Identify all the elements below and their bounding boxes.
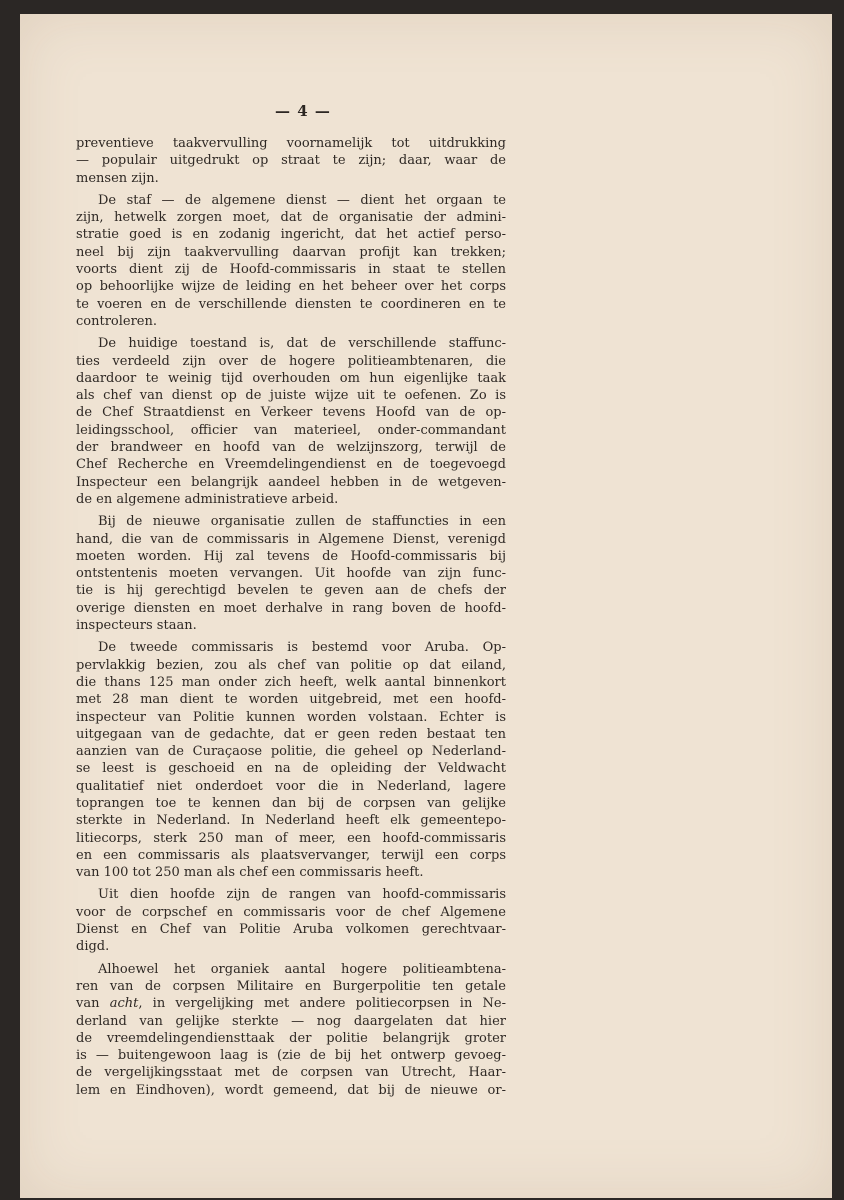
text-line: derland van gelijke sterkte — nog daargelaten dat hier [76, 1013, 506, 1029]
text-line: sterkte in Nederland. In Nederland heeft elk gemeentepo- [76, 813, 506, 829]
text-line: inspecteurs staan. [76, 618, 197, 634]
text-line: zijn, hetwelk zorgen moet, dat de organisatie der admini- [76, 210, 506, 226]
text-line: de vergelijkingsstaat met de corpsen van Utrecht, Haar- [76, 1065, 506, 1081]
text-line: — populair uitgedrukt op straat te zijn; daar, waar de [76, 153, 506, 169]
text-line: op behoorlijke wijze de leiding en het beheer over het corps [76, 279, 506, 295]
text-line: voor de corpschef en commissaris voor de chef Algemene [76, 904, 506, 920]
text-line: met 28 man dient te worden uitgebreid, met een hoofd- [76, 692, 506, 708]
paragraph [76, 335, 506, 508]
text-line: de vreemdelingendiensttaak der politie belangrijk groter [76, 1030, 506, 1046]
text-line: moeten worden. Hij zal tevens de Hoofd-commissaris bij [76, 548, 506, 564]
text-line: lem en Eindhoven), wordt gemeend, dat bij de nieuwe or- [76, 1082, 506, 1098]
text-line: de en algemene administratieve arbeid. [76, 491, 339, 507]
text-line: De huidige toestand is, dat de verschillende staffunc- [98, 336, 506, 352]
text-line: neel bij zijn taakvervulling daarvan profijt kan trekken; [76, 244, 506, 260]
text-line: tie is hij gerechtigd bevelen te geven aan de chefs der [76, 583, 506, 599]
text-line: stratie goed is en zodanig ingericht, dat het actief perso- [76, 227, 506, 243]
paragraph [76, 513, 506, 634]
text-line: aanzien van de Curaçaose politie, die geheel op Nederland- [76, 744, 506, 760]
text-line: Chef Recherche en Vreemdelingendienst en de toegevoegd [76, 457, 506, 473]
text-line: se leest is geschoeid en na de opleiding der Veldwacht [76, 761, 506, 777]
text-line: ties verdeeld zijn over de hogere politieambtenaren, die [76, 353, 506, 369]
text-line: van acht, in vergelijking met andere politiecorpsen in Ne- [76, 996, 506, 1012]
document-page [20, 14, 832, 1198]
text-line: ren van de corpsen Militaire en Burgerpolitie ten getale [76, 978, 506, 994]
paragraph [76, 961, 506, 1099]
paragraph [76, 135, 506, 187]
text-line: Alhoewel het organiek aantal hogere politieambtena- [98, 961, 506, 977]
text-line: Inspecteur een belangrijk aandeel hebben in de wetgeven- [76, 474, 506, 490]
text-line: overige diensten en moet derhalve in rang boven de hoofd- [76, 600, 506, 616]
body-text [76, 135, 506, 1099]
text-line: die thans 125 man onder zich heeft, welk aantal binnenkort [76, 674, 506, 690]
paragraph [76, 639, 506, 881]
text-line: als chef van dienst op de juiste wijze uit te oefenen. Zo is [76, 388, 506, 404]
text-line: Dienst en Chef van Politie Aruba volkomen gerechtvaar- [76, 922, 506, 938]
text-line: De tweede commissaris is bestemd voor Aruba. Op- [98, 640, 506, 656]
text-line: ontstentenis moeten vervangen. Uit hoofde van zijn func- [76, 566, 506, 582]
text-line: van 100 tot 250 man als chef een commissaris heeft. [76, 865, 424, 881]
paragraph [76, 886, 506, 955]
paragraph [76, 192, 506, 330]
text-line: uitgegaan van de gedachte, dat er geen reden bestaat ten [76, 726, 506, 742]
text-line: is — buitengewoon laag is (zie de bij het ontwerp gevoeg- [76, 1048, 506, 1064]
text-line: qualitatief niet onderdoet voor die in Nederland, lagere [76, 778, 506, 794]
text-line: daardoor te weinig tijd overhouden om hun eigenlijke taak [76, 370, 506, 386]
text-line: pervlakkig bezien, zou als chef van politie op dat eiland, [76, 657, 506, 673]
text-line: toprangen toe te kennen dan bij de corpsen van gelijke [76, 795, 506, 811]
text-line: De staf — de algemene dienst — dient het orgaan te [98, 192, 506, 208]
text-line: leidingsschool, officier van materieel, onder-commandant [76, 422, 506, 438]
text-line: Uit dien hoofde zijn de rangen van hoofd-commissaris [98, 887, 506, 903]
text-line: Bij de nieuwe organisatie zullen de staffuncties in een [98, 514, 506, 530]
text-line: te voeren en de verschillende diensten te coordineren en te [76, 296, 506, 312]
text-line: litiecorps, sterk 250 man of meer, een hoofd-commissaris [76, 830, 506, 846]
text-line: preventieve taakvervulling voornamelijk tot uitdrukking [76, 136, 506, 151]
text-line: hand, die van de commissaris in Algemene Dienst, verenigd [76, 531, 506, 547]
text-line: mensen zijn. [76, 170, 159, 186]
page-number: — 4 — [275, 102, 331, 120]
text-line: voorts dient zij de Hoofd-commissaris in staat te stellen [76, 262, 506, 278]
text-line: der brandweer en hoofd van de welzijnszorg, terwijl de [76, 440, 506, 456]
text-line: en een commissaris als plaatsvervanger, terwijl een corps [76, 847, 506, 863]
text-line: de Chef Straatdienst en Verkeer tevens Hoofd van de op- [76, 405, 506, 421]
text-line: inspecteur van Politie kunnen worden volstaan. Echter is [76, 709, 506, 725]
text-line: controleren. [76, 313, 158, 329]
text-line: digd. [76, 939, 110, 955]
